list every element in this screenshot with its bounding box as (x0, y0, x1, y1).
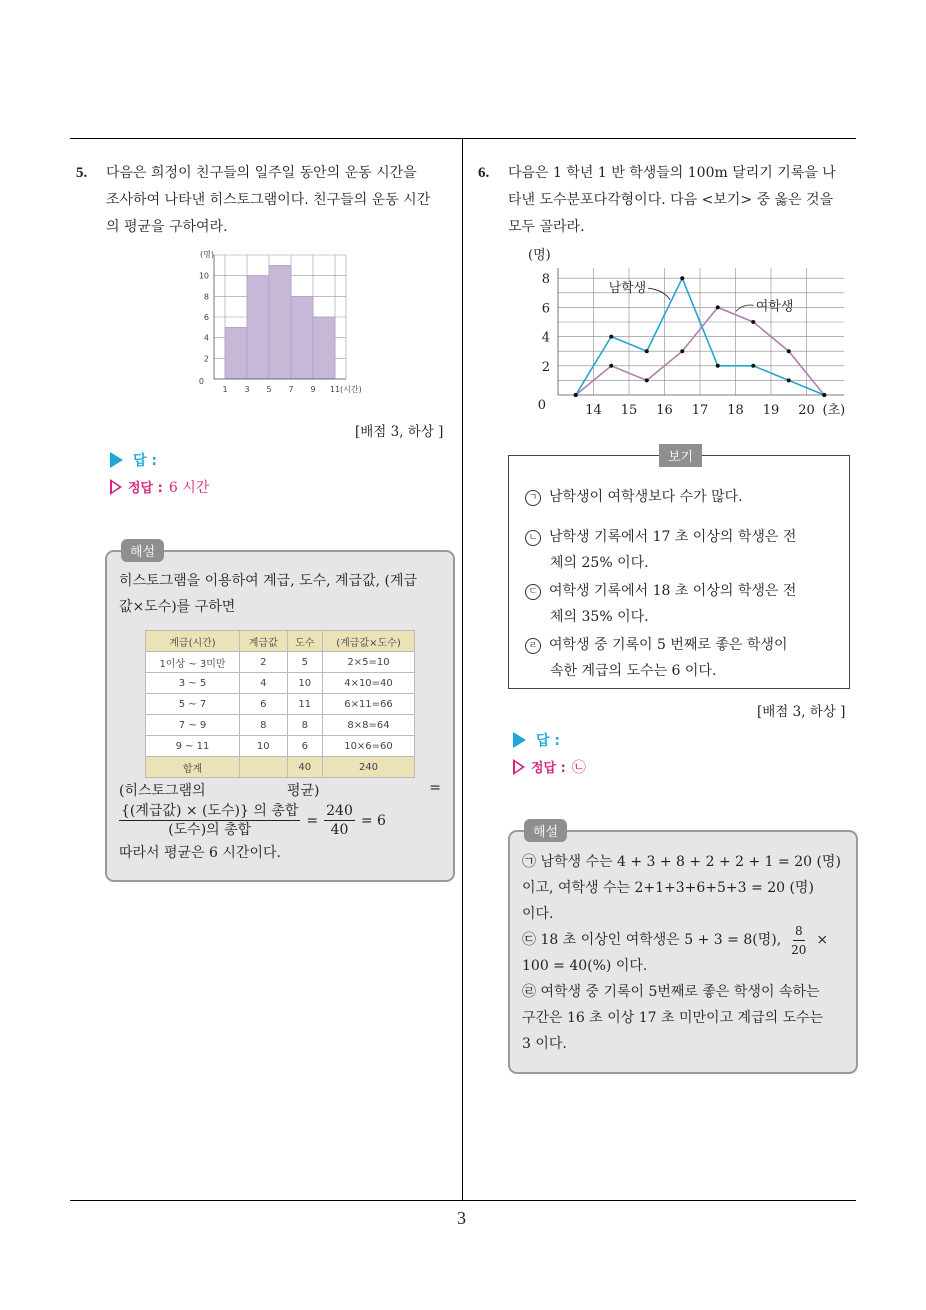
y-tick-label: 8 (203, 292, 209, 302)
table-total-row (146, 757, 415, 778)
table-cell: 3 ~ 5 (146, 673, 240, 694)
explanation-tab: 해설 (121, 539, 164, 562)
callout-line (648, 288, 670, 300)
correct-value: 6 시간 (168, 480, 210, 496)
y-tick-label: 0 (198, 377, 204, 386)
table-header: 계급값 (240, 631, 288, 652)
callout-line (736, 305, 754, 311)
table-cell: 4 (240, 673, 288, 694)
explanation-line: ㉣ 여학생 중 기록이 5번째로 좋은 학생이 속하는 (522, 984, 820, 1000)
y-axis-label: (명) (200, 250, 214, 259)
answer-arrow-icon (513, 732, 526, 748)
bogi-item-4 (525, 632, 840, 684)
histogram-bar (225, 327, 247, 379)
y-tick-label: 2 (541, 359, 550, 375)
question-text-line: 조사하여 나타낸 히스토그램이다. 친구들의 운동 시간 (106, 192, 431, 208)
table-cell: 1이상 ~ 3미만 (146, 652, 240, 673)
page-number: 3 (457, 1208, 466, 1228)
correct-arrow-icon (110, 479, 122, 495)
series-name-label: 여학생 (755, 299, 794, 315)
data-point (609, 364, 613, 368)
histogram-bar (313, 317, 335, 379)
explanation-line: 이고, 여학생 수는 2+1+3+6+5+3 = 20 (명) (522, 880, 814, 896)
formula-result: = 6 (360, 812, 386, 829)
table-cell: 4×10=40 (322, 673, 414, 694)
data-point (787, 349, 791, 353)
table-cell: 10 (287, 673, 322, 694)
question-5-text (106, 160, 456, 241)
x-tick-label: 19 (762, 403, 780, 418)
formula-fraction-line (119, 802, 386, 839)
formula-text: (히스토그램의 (119, 783, 206, 799)
y-tick-label: 6 (203, 313, 209, 322)
data-point (716, 364, 720, 368)
explanation-line-with-fraction (522, 923, 850, 957)
table-row (146, 715, 415, 736)
table-header: (계급값×도수) (322, 631, 414, 652)
y-tick-label: 10 (198, 271, 209, 281)
table-cell: 6×11=66 (322, 694, 414, 715)
series-name-label: 남학생 (608, 281, 647, 297)
question-6-answer (513, 730, 560, 750)
data-point (680, 349, 684, 353)
formula-equals: = (306, 812, 319, 829)
explanation-line: ㉠ 남학생 수는 4 + 3 + 8 + 2 + 2 + 1 = 20 (명) (522, 854, 841, 870)
bogi-text: 남학생이 여학생보다 수가 많다. (549, 489, 743, 505)
table-row (146, 736, 415, 757)
table-cell: 10 (240, 736, 288, 757)
x-axis-label: (초) (822, 403, 846, 418)
question-6-text (508, 160, 860, 241)
table-header: 계급(시간) (146, 631, 240, 652)
data-point (645, 349, 649, 353)
question-text-line: 다음은 1 학년 1 반 학생들의 100m 달리기 기록을 나 (508, 165, 836, 181)
table-cell: 6 (287, 736, 322, 757)
table-row (146, 673, 415, 694)
question-5-number: 5. (76, 165, 88, 181)
bogi-title: 보기 (659, 444, 702, 467)
data-point (680, 276, 684, 280)
times-sign: × (816, 932, 829, 948)
data-point (751, 364, 755, 368)
bogi-item-1 (525, 484, 840, 510)
formula-text: 평균) (287, 783, 320, 799)
data-point (751, 320, 755, 324)
correct-label: 정답 : (531, 761, 566, 776)
fraction-numerator: 240 (326, 803, 353, 819)
data-point (645, 378, 649, 382)
fraction-denominator: 20 (791, 942, 807, 957)
x-tick-label: 7 (288, 385, 294, 394)
bogi-text: 여학생 중 기록이 5 번째로 좋은 학생이 (549, 637, 788, 653)
explanation-line: 이다. (522, 906, 554, 922)
y-tick-label: 2 (203, 354, 209, 364)
question-6-number: 6. (478, 165, 490, 181)
bottom-rule (70, 1200, 856, 1201)
top-rule (70, 138, 856, 139)
explanation-conclusion: 따라서 평균은 6 시간이다. (119, 845, 281, 861)
formula-line-1 (119, 780, 441, 800)
y-tick-label: 4 (203, 333, 209, 343)
explanation-tab: 해설 (524, 819, 567, 842)
table-cell: 8 (287, 715, 322, 736)
explanation-line: 구간은 16 초 이상 17 초 미만이고 계급의 도수는 (522, 1010, 824, 1026)
y-tick-label: 4 (541, 330, 550, 346)
table-cell: 2×5=10 (322, 652, 414, 673)
table-header: 도수 (287, 631, 322, 652)
x-tick-label: 1 (222, 385, 228, 394)
circle-mark-icon: ㄹ (525, 638, 541, 654)
formula-fraction (119, 802, 300, 839)
data-point (787, 378, 791, 382)
circle-mark-icon: ㄷ (525, 584, 541, 600)
y-tick-label: 0 (537, 398, 546, 413)
question-5-grade: [배점 3, 하상 ] (355, 424, 444, 440)
histogram-bar (247, 276, 269, 379)
answer-arrow-icon (110, 452, 123, 468)
answer-label: 답 : (133, 453, 157, 469)
correct-value: ㉡ (571, 760, 586, 776)
question-text-line: 다음은 희정이 친구들의 일주일 동안의 운동 시간을 (106, 165, 417, 181)
question-5-correct (110, 477, 209, 497)
percent-fraction (789, 922, 808, 959)
table-cell: 7 ~ 9 (146, 715, 240, 736)
table-cell: 5 (287, 652, 322, 673)
formula-equals: = (429, 780, 441, 796)
y-tick-label: 6 (541, 301, 550, 317)
fraction-numerator: 8 (793, 922, 805, 941)
y-axis-label: (명) (528, 248, 551, 263)
data-point (716, 305, 720, 309)
x-tick-label: 9 (310, 385, 316, 394)
fraction-numerator: {(계급값) × (도수)} 의 총합 (121, 803, 299, 819)
data-point (822, 393, 826, 397)
formula-fraction-2 (324, 802, 355, 839)
data-point (609, 335, 613, 339)
table-cell: 11 (287, 694, 322, 715)
table-row (146, 694, 415, 715)
bogi-text: 여학생 기록에서 18 초 이상의 학생은 전 (549, 583, 797, 599)
correct-label: 정답 : (128, 481, 163, 496)
frequency-table (145, 630, 415, 778)
table-row (146, 652, 415, 673)
question-text-line: 타낸 도수분포다각형이다. 다음 <보기> 중 옳은 것을 (508, 192, 834, 208)
explanation-line: 100 = 40(%) 이다. (522, 958, 648, 974)
question-5-explanation (105, 545, 455, 882)
question-6-correct (513, 757, 586, 777)
correct-arrow-icon (513, 759, 525, 775)
bogi-text: 속한 계급의 도수는 6 이다. (550, 663, 717, 679)
frequency-polygon-chart (520, 242, 860, 422)
x-tick-label: 18 (727, 403, 744, 418)
x-tick-label: 5 (266, 385, 272, 394)
x-tick-label: 14 (585, 403, 602, 418)
fraction-denominator: (도수)의 총합 (168, 822, 252, 838)
fraction-denominator: 40 (330, 822, 349, 838)
bogi-box (508, 450, 850, 689)
table-cell: 9 ~ 11 (146, 736, 240, 757)
bogi-item-3 (525, 578, 840, 630)
data-point (574, 393, 578, 397)
table-cell: 5 ~ 7 (146, 694, 240, 715)
x-tick-label: 20 (798, 403, 815, 418)
table-cell: 40 (287, 757, 322, 778)
circle-mark-icon: ㄱ (525, 490, 541, 506)
explanation-line: ㉢ 18 초 이상인 여학생은 5 + 3 = 8(명), (522, 932, 782, 948)
explanation-line: 히스토그램을 이용하여 계급, 도수, 계급값, (계급 (119, 573, 418, 589)
table-cell: 2 (240, 652, 288, 673)
histogram-chart (192, 245, 372, 403)
question-text-line: 의 평균을 구하여라. (106, 219, 228, 235)
table-cell: 6 (240, 694, 288, 715)
explanation-line: 값×도수)를 구하면 (119, 599, 236, 615)
table-cell: 10×6=60 (322, 736, 414, 757)
histogram-bar (269, 265, 291, 379)
explanation-line: 3 이다. (522, 1036, 567, 1052)
bogi-text: 체의 25% 이다. (550, 555, 649, 571)
question-6-explanation (508, 825, 858, 1074)
table-cell: 8 (240, 715, 288, 736)
circle-mark-icon: ㄴ (525, 530, 541, 546)
bogi-text: 남학생 기록에서 17 초 이상의 학생은 전 (549, 529, 797, 545)
histogram-bar (291, 296, 313, 379)
bogi-item-2 (525, 524, 840, 576)
explanation-text (119, 568, 445, 620)
table-cell (240, 757, 288, 778)
x-tick-label: 3 (244, 385, 250, 394)
y-tick-label: 8 (541, 272, 550, 288)
explanation-text (522, 849, 850, 1057)
question-6-grade: [배점 3, 하상 ] (757, 704, 846, 720)
x-tick-label: 11 (329, 385, 341, 394)
x-axis-label: (시간) (340, 385, 362, 394)
question-text-line: 모두 골라라. (508, 219, 585, 235)
x-tick-label: 15 (620, 403, 638, 418)
table-cell: 8×8=64 (322, 715, 414, 736)
column-divider (462, 138, 463, 1200)
bogi-text: 체의 35% 이다. (550, 609, 649, 625)
answer-label: 답 : (536, 733, 560, 749)
x-tick-label: 16 (656, 403, 673, 418)
table-cell: 합계 (146, 757, 240, 778)
table-cell: 240 (322, 757, 414, 778)
question-5-answer (110, 450, 157, 470)
x-tick-label: 17 (691, 403, 709, 418)
